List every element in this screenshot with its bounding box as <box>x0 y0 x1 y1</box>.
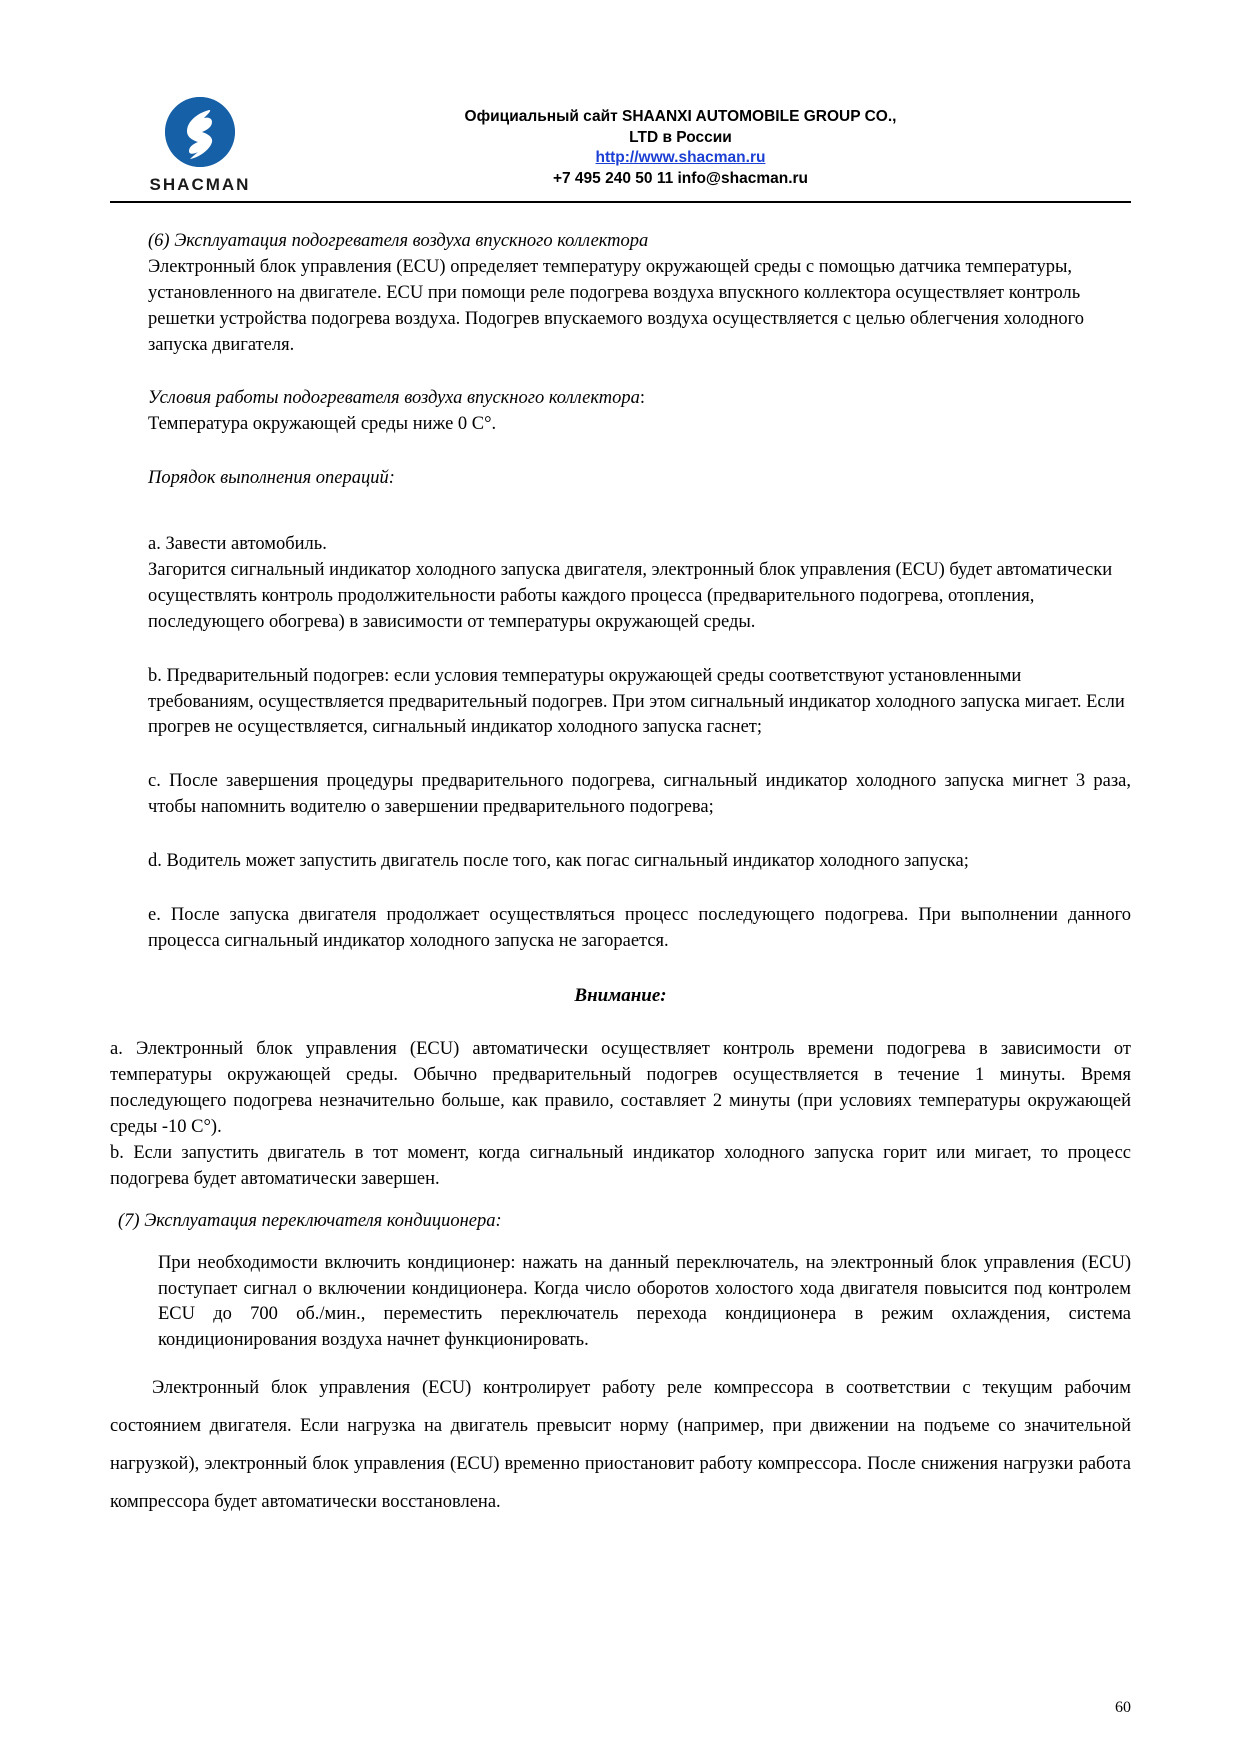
logo-wordmark: SHACMAN <box>149 175 251 194</box>
section-6-heading: (6) Эксплуатация подогревателя воздуха впускного коллектора <box>148 231 649 251</box>
shacman-logo-icon <box>165 97 235 167</box>
page-number: 60 <box>1115 1699 1131 1716</box>
step-b: b. Предварительный подогрев: если условия температуры окружающей среды соответствуют установленными требованиям, осуществляется предварительный подогрев. При этом сигнальный индикатор холодного запуска мигает. Если прогрев не осуществляется, сигнальный индикатор холодного запуска гаснет; <box>148 665 1125 738</box>
operating-conditions-heading <box>148 386 1131 412</box>
operating-conditions-value: Температура окружающей среды ниже 0 C°. <box>148 414 497 435</box>
step-a-body: Загорится сигнальный индикатор холодного запуска двигателя, электронный блок управления (ECU) будет автоматически осуществлять контроль продолжительности работы каждого процесса (предварительного подогрева, отопления, последующего обогрева) в зависимости от температуры окружающей среды. <box>148 560 1113 632</box>
header-contact-block <box>290 95 1131 189</box>
document-body <box>110 229 1131 1522</box>
note-a: a. Электронный блок управления (ECU) автоматически осуществляет контроль времени подогрева в зависимости от температуры окружающей среды. Обычно предварительный подогрев осуществляется в течение 1 минуты. Время последующего подогрева незначительно больше, как правило, составляет 2 минуты (при условиях температуры окружающей среды -10 C°). <box>110 1039 1131 1138</box>
step-c: c. После завершения процедуры предварительного подогрева, сигнальный индикатор холодного запуска мигнет 3 раза, чтобы напомнить водителю о завершении предварительного подогрева; <box>148 771 1131 818</box>
header-phone-email: +7 495 240 50 11 info@shacman.ru <box>552 169 809 187</box>
attention-heading: Внимание: <box>574 984 667 1006</box>
header-website-link[interactable]: http://www.shacman.ru <box>595 149 766 167</box>
section-7-paragraph-1: При необходимости включить кондиционер: нажать на данный переключатель, на электронный блок управления (ECU) поступает сигнал о включении кондиционера. Когда число оборотов холостого хода двигателя повысится под контролем ECU до 700 об./мин., переместить переключатель перехода кондиционера в режим охлаждения, система кондиционирования воздуха начнет функционировать. <box>158 1252 1131 1351</box>
step-e: e. После запуска двигателя продолжает осуществляться процесс последующего подогрева. При выполнении данного процесса сигнальный индикатор холодного запуска не загорается. <box>148 905 1131 951</box>
section-7-heading: (7) Эксплуатация переключателя кондиционера: <box>118 1210 502 1231</box>
step-d: d. Водитель может запустить двигатель после того, как погас сигнальный индикатор холодного запуска; <box>148 851 969 872</box>
operating-conditions-colon: : <box>639 388 646 409</box>
step-a-heading: a. Завести автомобиль. <box>148 534 327 555</box>
header-line-2: LTD в России <box>629 128 732 146</box>
note-b: b. Если запустить двигатель в тот момент, когда сигнальный индикатор холодного запуска горит или мигает, то процесс подогрева будет автоматически завершен. <box>110 1142 1131 1189</box>
section-7-paragraph-2: Электронный блок управления (ECU) контролирует работу реле компрессора в соответствии с текущим рабочим состоянием двигателя. Если нагрузка на двигатель превысит норму (например, при движении на подъеме со значительной нагрузкой), электронный блок управления (ECU) временно приостановит работу компрессора. После снижения нагрузки работа компрессора будет автоматически восстановлена. <box>110 1378 1131 1512</box>
page-header <box>110 95 1131 203</box>
section-6-paragraph: Электронный блок управления (ECU) определяет температуру окружающей среды с помощью датчика температуры, установленного на двигателе. ECU при помощи реле подогрева воздуха впускного коллектора осуществляет контроль решетки устройства подогрева воздуха. Подогрев впускаемого воздуха осуществляется с целью облегчения холодного запуска двигателя. <box>148 256 1085 355</box>
header-line-1: Официальный сайт SHAANXI AUTOMOBILE GROUP CO., <box>464 108 897 125</box>
procedure-heading: Порядок выполнения операций: <box>148 468 395 489</box>
brand-logo <box>110 95 290 195</box>
operating-conditions-title: Условия работы подогревателя воздуха впускного коллектора <box>148 388 640 409</box>
